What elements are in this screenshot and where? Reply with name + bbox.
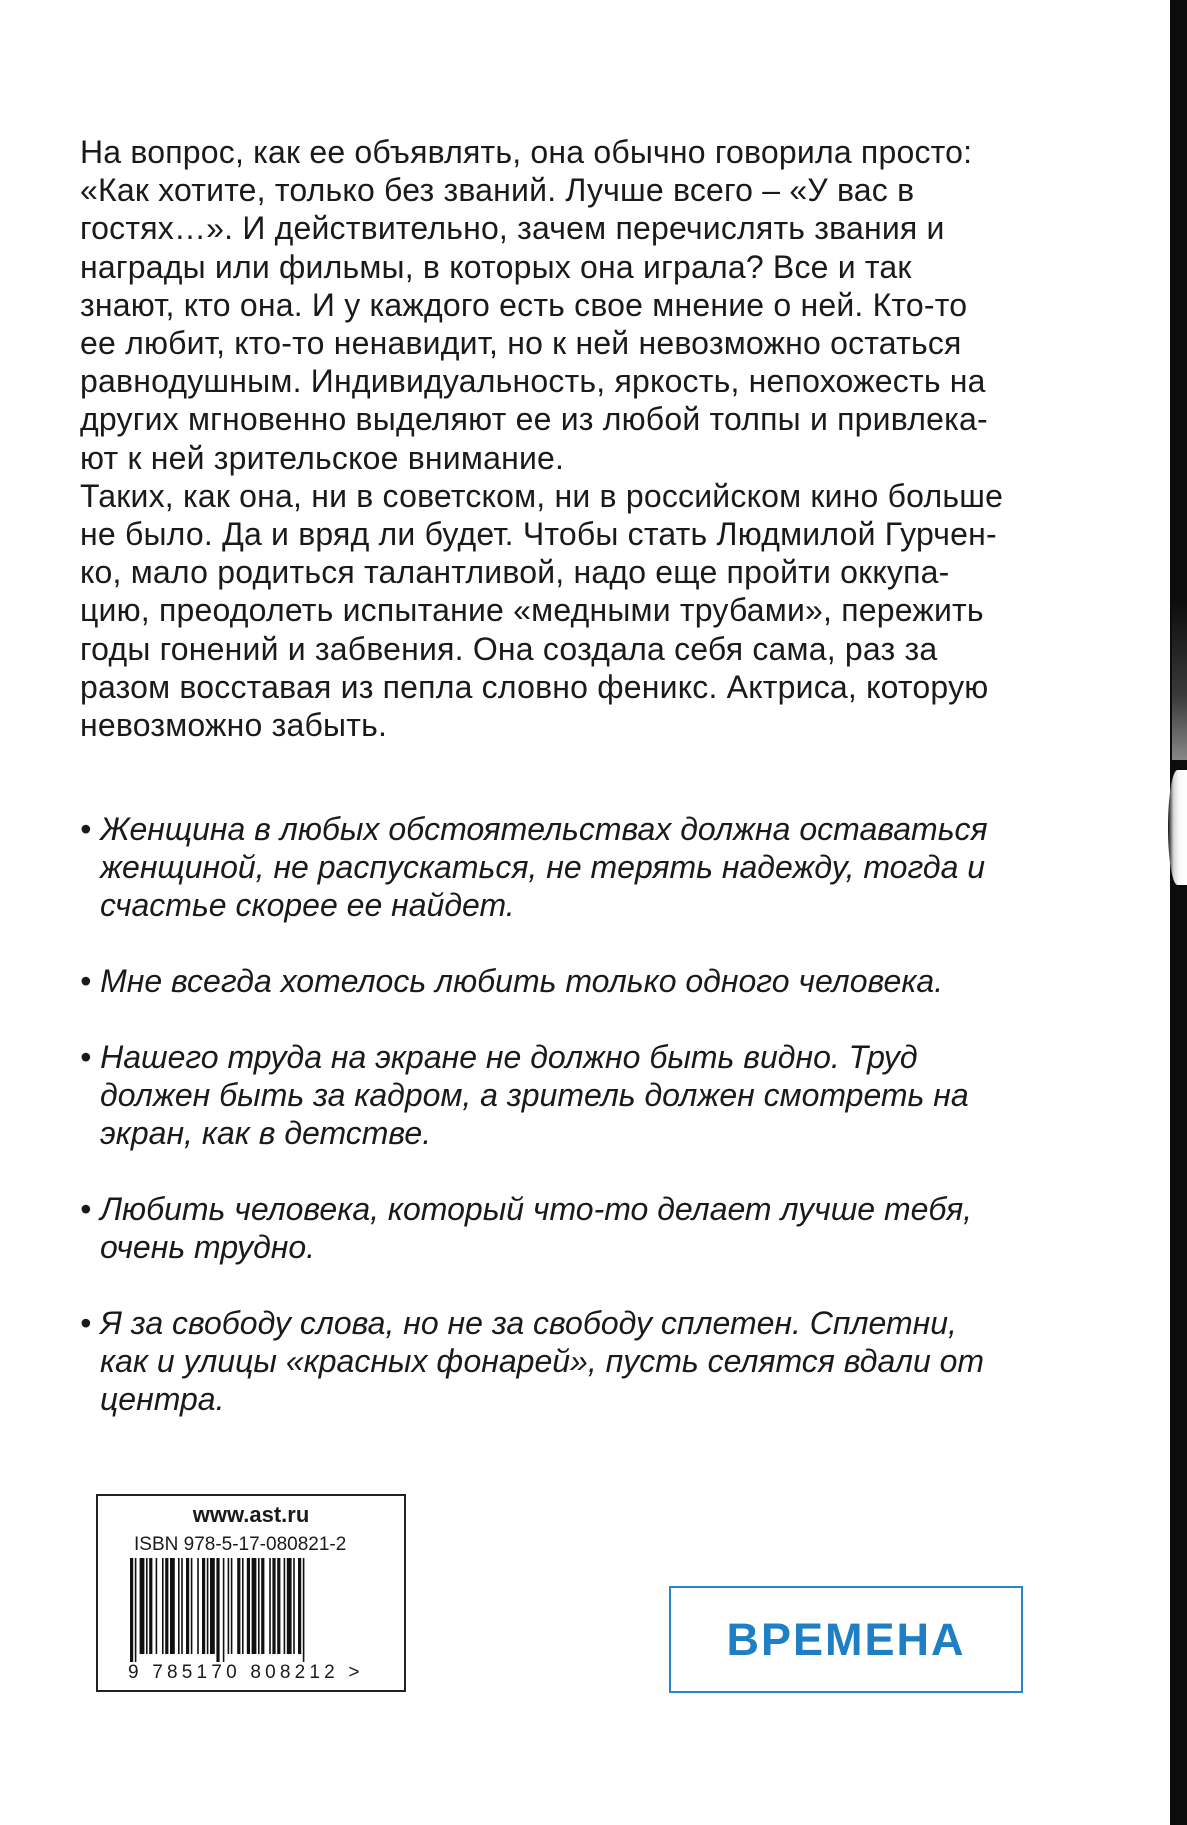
quote-item [80, 1038, 1080, 1152]
barcode-bar [231, 1558, 233, 1654]
right-edge-strip [1170, 0, 1187, 1825]
barcode-bar [237, 1558, 240, 1654]
intro-line: невозможно забыть. [80, 707, 388, 744]
barcode-bar [135, 1558, 137, 1662]
intro-line: равнодушным. Индивидуальность, яркость, непохожесть на [80, 363, 986, 400]
right-edge-highlight [1168, 770, 1187, 885]
intro-line: награды или фильмы, в которых она играла? Все и так [80, 248, 912, 285]
barcode-bar [170, 1558, 175, 1654]
quote-line: как и улицы «красных фонарей», пусть селятся вдали от [100, 1343, 985, 1379]
quote-line: должен быть за кадром, а зритель должен смотреть на [100, 1077, 969, 1113]
barcode-bar [156, 1558, 158, 1654]
barcode-bar [181, 1558, 183, 1654]
isbn-number: ISBN 978-5-17-080821-2 [134, 1534, 347, 1555]
quote-line: очень трудно. [100, 1229, 316, 1265]
quote-item [80, 962, 1080, 1000]
intro-line: знают, кто она. И у каждого есть свое мнение о ней. Кто-то [80, 286, 968, 323]
barcode-bar [269, 1558, 271, 1654]
quote-item [80, 1190, 1080, 1266]
isbn-box [96, 1494, 406, 1692]
barcode-bar [178, 1558, 180, 1654]
quote-line: • Мне всегда хотелось любить только одного человека. [80, 963, 944, 999]
barcode-digits: 9 785170 808212 > [128, 1662, 364, 1683]
barcode-bar [207, 1558, 209, 1654]
publisher-logo-text: ВРЕМЕНА [726, 1613, 966, 1665]
barcode-bar [223, 1558, 225, 1662]
intro-line: гостях…». И действительно, зачем перечислять звания и [80, 210, 945, 247]
barcode-bar [277, 1558, 280, 1654]
barcode-bar [293, 1558, 295, 1654]
quote-line: центра. [100, 1381, 225, 1417]
intro-line: ее любит, кто-то ненавидит, но к ней невозможно остаться [80, 325, 962, 362]
intro-line: других мгновенно выделяют ее из любой толпы и привлека- [80, 401, 988, 438]
barcode-bar [242, 1558, 244, 1654]
barcode-bar [303, 1558, 305, 1662]
intro-line: не было. Да и вряд ли будет. Чтобы стать Людмилой Гурчен- [80, 516, 997, 553]
intro-line: годы гонений и забвения. Она создала себя сама, раз за [80, 630, 938, 667]
quote-line: счастье скорее ее найдет. [100, 887, 515, 923]
intro-line: цию, преодолеть испытание «медными трубами», пережить [80, 592, 984, 629]
barcode-bar [216, 1558, 219, 1662]
barcode-bar [140, 1558, 145, 1654]
quote-line: • Я за свободу слова, но не за свободу сплетен. Сплетни, [80, 1305, 957, 1341]
intro-line: ют к ней зрительское внимание. [80, 439, 565, 476]
quote-line: экран, как в детстве. [100, 1115, 432, 1151]
barcode-bar [186, 1558, 189, 1654]
barcode-bar [298, 1558, 301, 1654]
barcode-bar [284, 1558, 286, 1654]
intro-line: Таких, как она, ни в советском, ни в российском кино больше [80, 477, 1004, 514]
barcode-bar [191, 1558, 193, 1654]
intro-line: ко, мало родиться талантливой, надо еще пройти оккупа- [80, 554, 950, 591]
barcode-bar [252, 1558, 257, 1654]
quote-line: • Женщина в любых обстоятельствах должна оставаться [80, 811, 988, 847]
quote-line: • Нашего труда на экране не должно быть видно. Труд [80, 1039, 918, 1075]
intro-line: На вопрос, как ее объявлять, она обычно говорила просто: [80, 134, 973, 170]
quote-line: женщиной, не распускаться, не терять надежду, тогда и [100, 849, 986, 885]
barcode-bar [287, 1558, 292, 1654]
publisher-logo [669, 1586, 1023, 1693]
barcode-bar [165, 1558, 168, 1654]
right-edge-photo-fragment [1172, 600, 1187, 760]
barcode-bar [197, 1558, 199, 1654]
intro-line: разом восставая из пепла словно феникс. Актриса, которую [80, 668, 989, 705]
barcode-bar [162, 1558, 164, 1654]
intro-line: «Как хотите, только без званий. Лучше всего – «У вас в [80, 172, 915, 209]
quote-item [80, 810, 1080, 924]
barcode [126, 1558, 382, 1662]
barcode-bar [146, 1558, 148, 1654]
barcode-bar [130, 1558, 133, 1662]
quote-line: • Любить человека, который что-то делает лучше тебя, [80, 1191, 973, 1227]
barcode-bar [261, 1558, 264, 1654]
intro-text [80, 133, 1080, 744]
barcode-bar [228, 1558, 230, 1654]
quote-item [80, 1304, 1080, 1418]
barcode-bar [210, 1558, 215, 1654]
barcode-bar [272, 1558, 275, 1654]
barcode-bar [247, 1558, 250, 1654]
barcode-bar [202, 1558, 205, 1654]
publisher-website: www.ast.ru [192, 1502, 310, 1527]
barcode-bar [258, 1558, 260, 1654]
barcode-bar [149, 1558, 152, 1654]
